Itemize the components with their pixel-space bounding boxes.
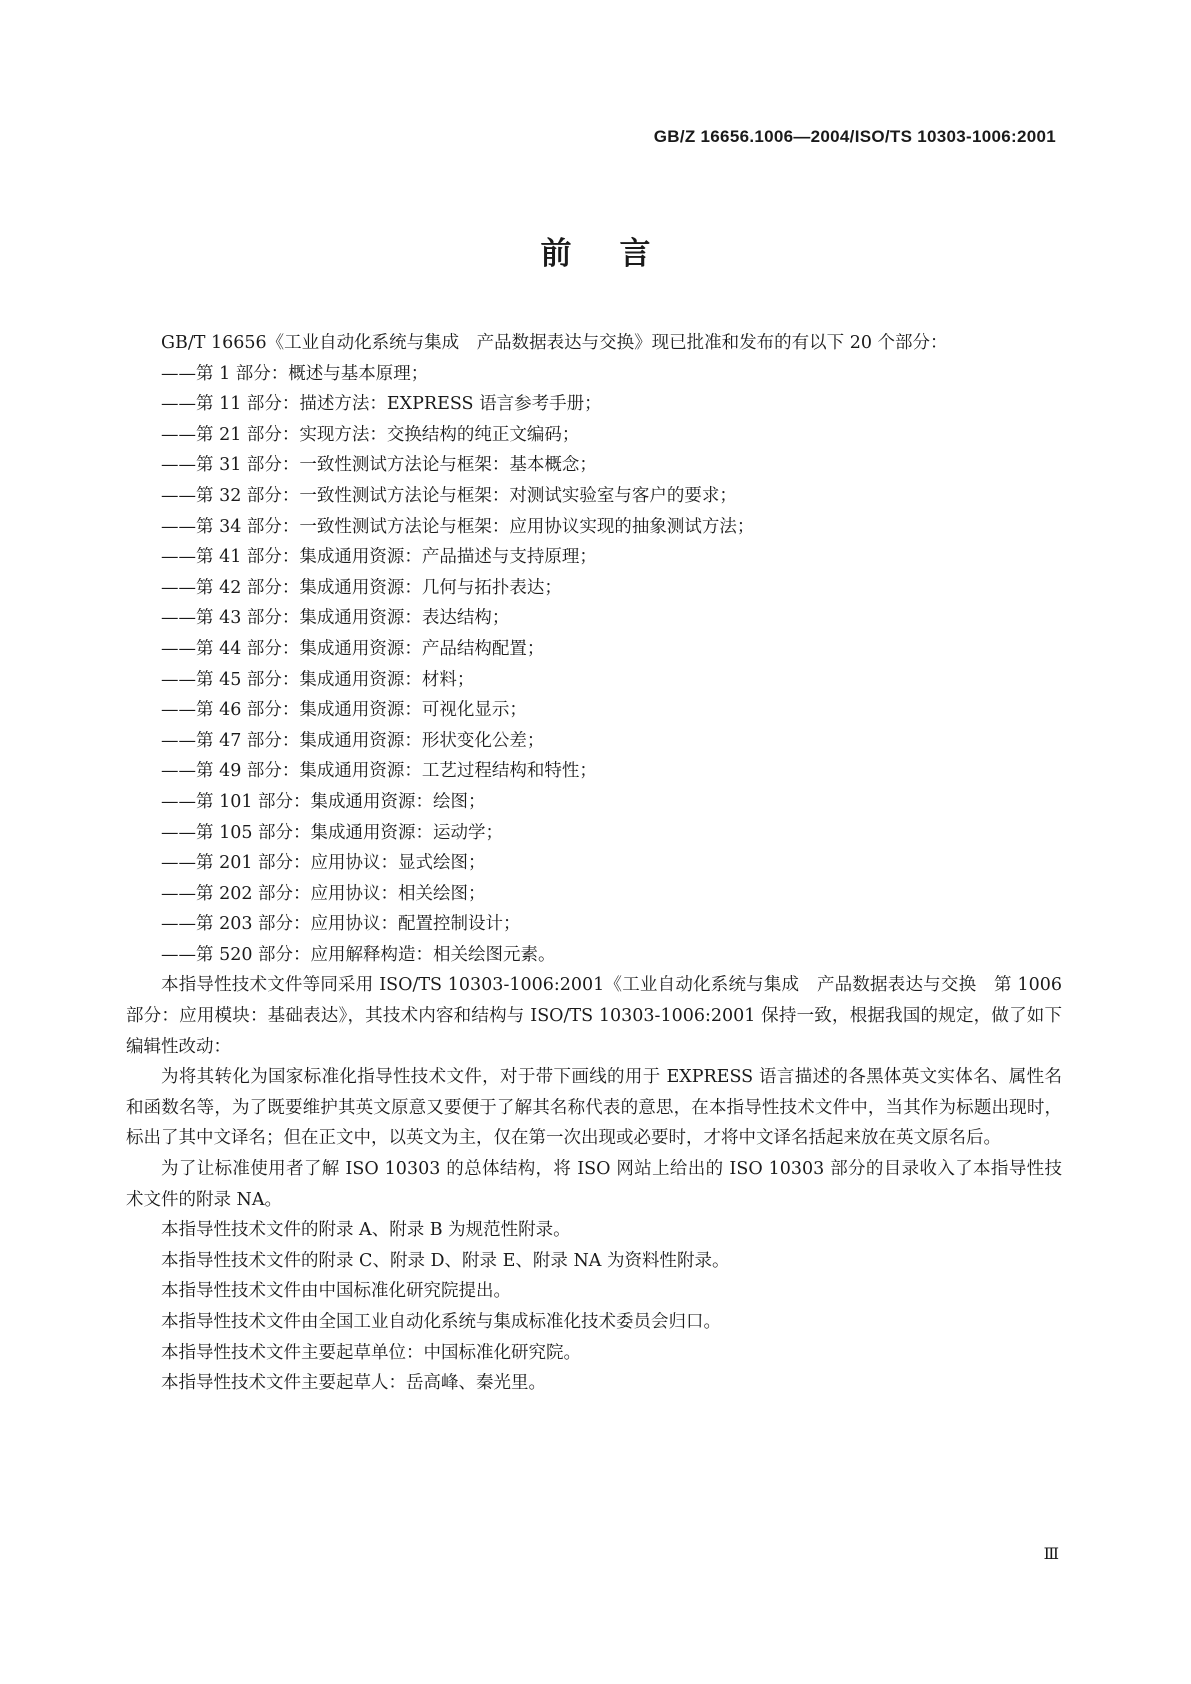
standard-code-header: GB/Z 16656.1006—2004/ISO/TS 10303-1006:2001 xyxy=(653,127,1056,146)
list-item: ——第 42 部分：集成通用资源：几何与拓扑表达； xyxy=(161,577,562,598)
structure-note-paragraph: 为了让标准使用者了解 ISO 10303 的总体结构，将 ISO 网站上给出的 ISO 10303 部分的目录收入了本指导性技术文件的附录 NA。 xyxy=(126,1159,1062,1210)
list-item: ——第 11 部分：描述方法：EXPRESS 语言参考手册； xyxy=(161,394,602,415)
parts-list xyxy=(126,359,1062,971)
drafters-paragraph: 本指导性技术文件主要起草人：岳高峰、秦光里。 xyxy=(161,1373,546,1394)
list-item: ——第 201 部分：应用协议：显式绘图； xyxy=(161,853,486,874)
list-item: ——第 101 部分：集成通用资源：绘图； xyxy=(161,791,486,812)
list-item: ——第 49 部分：集成通用资源：工艺过程结构和特性； xyxy=(161,761,597,782)
document-body xyxy=(126,328,1062,1399)
intro-paragraph: GB/T 16656《工业自动化系统与集成 产品数据表达与交换》现已批准和发布的有以下 20 个部分： xyxy=(161,333,948,353)
list-item: ——第 105 部分：集成通用资源：运动学； xyxy=(161,822,504,843)
page-number: Ⅲ xyxy=(1043,1544,1059,1563)
list-item: ——第 41 部分：集成通用资源：产品描述与支持原理； xyxy=(161,547,597,568)
list-item: ——第 47 部分：集成通用资源：形状变化公差； xyxy=(161,730,545,751)
list-item: ——第 31 部分：一致性测试方法论与框架：基本概念； xyxy=(161,455,597,476)
page-title: 前言 xyxy=(540,236,699,272)
list-item: ——第 21 部分：实现方法：交换结构的纯正文编码； xyxy=(161,424,580,445)
list-item: ——第 45 部分：集成通用资源：材料； xyxy=(161,669,475,690)
informative-annex-paragraph: 本指导性技术文件的附录 C、附录 D、附录 E、附录 NA 为资料性附录。 xyxy=(161,1250,730,1271)
list-item: ——第 520 部分：应用解释构造：相关绘图元素。 xyxy=(161,944,556,965)
list-item: ——第 202 部分：应用协议：相关绘图； xyxy=(161,883,486,904)
committee-paragraph: 本指导性技术文件由全国工业自动化系统与集成标准化技术委员会归口。 xyxy=(161,1312,721,1332)
list-item: ——第 1 部分：概述与基本原理； xyxy=(161,363,429,384)
normative-annex-paragraph: 本指导性技术文件的附录 A、附录 B 为规范性附录。 xyxy=(161,1220,571,1241)
translation-note-paragraph: 为将其转化为国家标准化指导性技术文件，对于带下画线的用于 EXPRESS 语言描述的各黑体英文实体名、属性名和函数名等，为了既要维护其英文原意又要便于了解其名称代表的意思，在本指导性技术文件中，当其作为标题出现时，标出了其中文译名；但在正文中，以英文为主，仅在第一次出现或必要时，才将中文译名括起来放在英文原名后。 xyxy=(126,1067,1062,1149)
list-item: ——第 46 部分：集成通用资源：可视化显示； xyxy=(161,700,527,721)
proposer-paragraph: 本指导性技术文件由中国标准化研究院提出。 xyxy=(161,1281,511,1302)
adoption-paragraph: 本指导性技术文件等同采用 ISO/TS 10303-1006:2001《工业自动化系统与集成 产品数据表达与交换 第 1006 部分：应用模块：基础表达》，其技术内容和结构与 ISO/TS 10303-1006:2001 保持一致，根据我国的规定，做了如下编辑性改动： xyxy=(126,975,1062,1057)
list-item: ——第 43 部分：集成通用资源：表达结构； xyxy=(161,608,510,629)
drafting-unit-paragraph: 本指导性技术文件主要起草单位：中国标准化研究院。 xyxy=(161,1342,581,1363)
list-item: ——第 32 部分：一致性测试方法论与框架：对测试实验室与客户的要求； xyxy=(161,485,737,506)
list-item: ——第 203 部分：应用协议：配置控制设计； xyxy=(161,914,521,935)
list-item: ——第 34 部分：一致性测试方法论与框架：应用协议实现的抽象测试方法； xyxy=(161,516,755,537)
list-item: ——第 44 部分：集成通用资源：产品结构配置； xyxy=(161,638,545,659)
